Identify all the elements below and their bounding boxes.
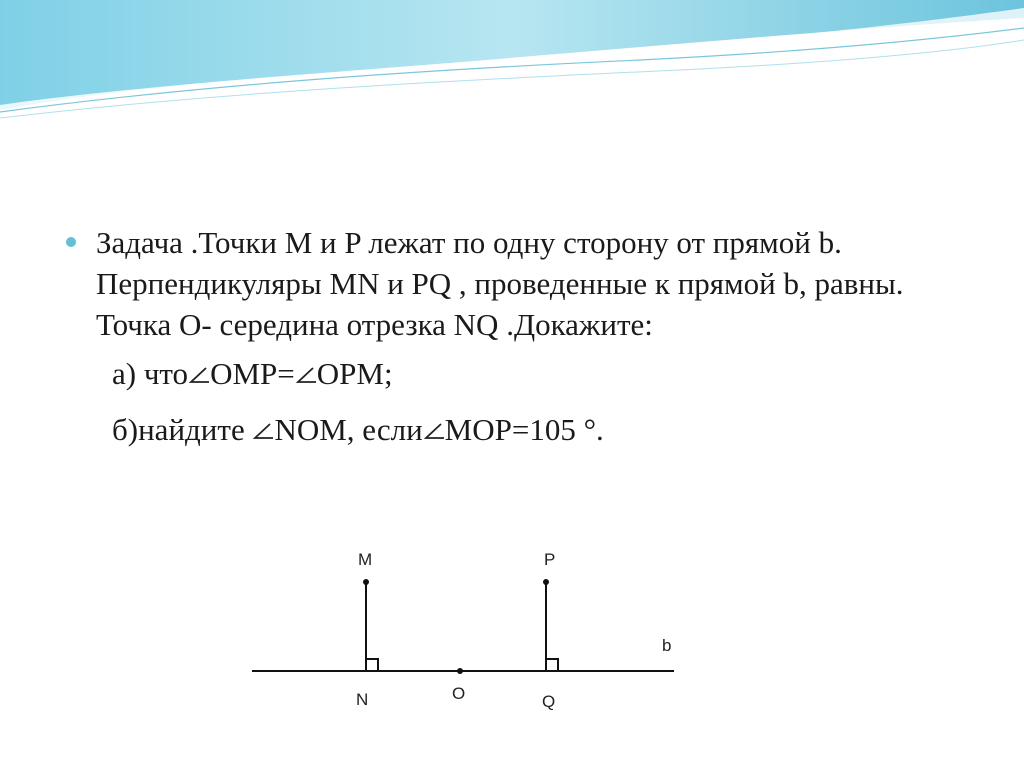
- right-angle-mark-q: [546, 659, 558, 671]
- part-a-line: [64, 353, 964, 394]
- angle-icon: [295, 365, 317, 385]
- point-m: [363, 579, 369, 585]
- bullet-dot-icon: [66, 237, 76, 247]
- angle-icon: [423, 421, 445, 441]
- slide-content: [64, 222, 964, 450]
- geometry-diagram: [232, 505, 714, 741]
- part-a-angle1: OMP=: [210, 356, 295, 391]
- part-b-prefix: б)найдите: [112, 412, 253, 447]
- point-o: [457, 668, 463, 674]
- label-p: P: [544, 550, 556, 569]
- angle-icon: [252, 421, 274, 441]
- part-b-line: [64, 409, 964, 450]
- angle-icon: [188, 365, 210, 385]
- right-angle-mark-n: [366, 659, 378, 671]
- label-o: O: [452, 684, 466, 703]
- label-b: b: [662, 636, 672, 655]
- part-b-angle1: NOM, если: [274, 412, 423, 447]
- part-b-angle2: MOP=105 °.: [444, 412, 604, 447]
- part-a-angle2: OPM;: [316, 356, 393, 391]
- geometry-figure: [232, 505, 714, 741]
- problem-bullet: [64, 222, 964, 345]
- label-q: Q: [542, 692, 556, 711]
- header-wave-decoration: [0, 0, 1024, 130]
- label-n: N: [356, 690, 369, 709]
- point-p: [543, 579, 549, 585]
- label-m: M: [358, 550, 373, 569]
- problem-text: Задача .Точки M и P лежат по одну сторону от прямой b. Перпендикуляры MN и PQ , проведенные к прямой b, равны. Точка O- середина отрезка NQ .Докажите:: [96, 225, 904, 342]
- part-a-prefix: а) что: [112, 356, 189, 391]
